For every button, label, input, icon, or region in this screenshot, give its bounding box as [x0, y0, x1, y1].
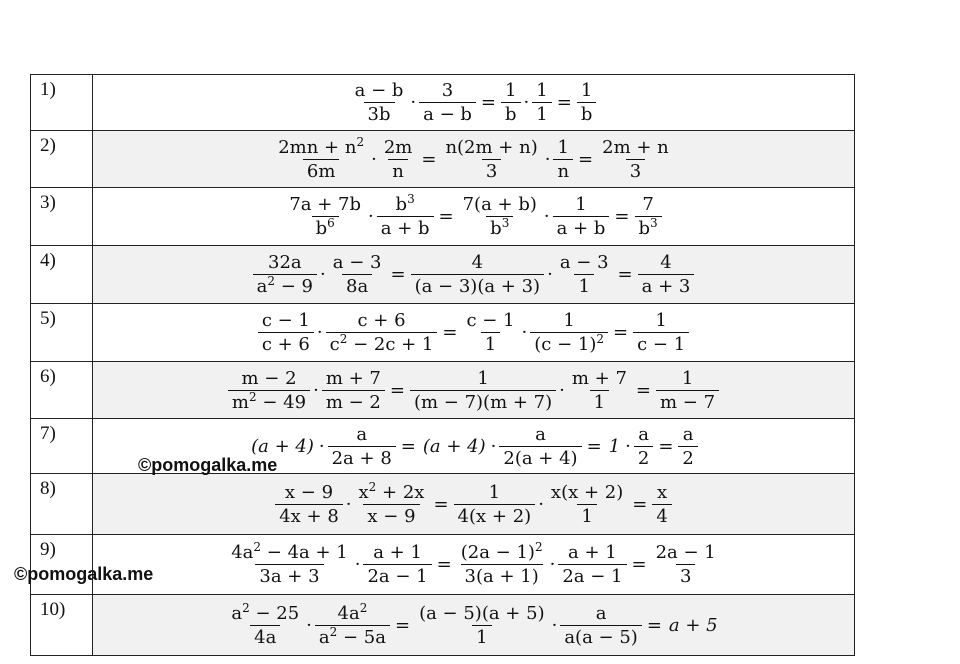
denominator: x − 9 [363, 504, 419, 527]
equation [257, 310, 690, 355]
multiply-dot: · [368, 206, 374, 227]
numerator: x − 9 [284, 481, 334, 503]
multiply-dot: · [316, 322, 323, 343]
equals-sign: = [632, 493, 648, 515]
denominator: m − 2 [322, 390, 385, 413]
numerator: a − 3 [332, 252, 382, 273]
equation-cell [93, 595, 855, 656]
denominator: 2 [678, 446, 697, 469]
equals-sign: = [438, 206, 454, 227]
row-number: 6) [31, 362, 93, 419]
row-number: 3) [31, 188, 93, 246]
numerator: 3 [441, 80, 454, 101]
denominator: 2a − 1 [558, 564, 626, 587]
equation [274, 479, 673, 527]
numerator: 2a − 1 [655, 542, 716, 563]
denominator: n [388, 159, 408, 182]
multiply-dot: · [551, 614, 558, 636]
fraction [258, 310, 314, 355]
numerator: 4 [660, 252, 672, 273]
multiply-dot: · [313, 379, 319, 401]
row-number: 5) [31, 304, 93, 362]
fraction [322, 368, 385, 413]
equation-row [31, 75, 855, 131]
fraction [253, 252, 317, 297]
multiply-dot: · [547, 264, 553, 285]
equals-sign: = [617, 264, 633, 285]
numerator: a + 1 [568, 542, 617, 563]
equals-sign: = [578, 148, 594, 170]
fraction [635, 194, 662, 239]
multiply-dot: · [549, 554, 556, 575]
equals-sign: = [421, 148, 437, 170]
numerator: 1 [655, 310, 667, 331]
numerator: $x^2 + 2x$ [358, 479, 425, 503]
fraction [652, 542, 720, 587]
numerator: a [356, 423, 368, 445]
equation [350, 80, 598, 125]
denominator: (a − 3)(a + 3) [411, 274, 545, 297]
denominator: 3b [364, 102, 395, 125]
fraction [462, 310, 518, 355]
equation-row [31, 362, 855, 419]
denominator: a − b [419, 102, 476, 125]
numerator: c − 1 [466, 310, 515, 331]
numerator: m + 7 [571, 367, 627, 389]
equation [252, 252, 696, 297]
denominator: $b^3$ [635, 216, 662, 239]
fraction [441, 137, 541, 182]
fraction [274, 134, 368, 182]
denominator: $b^3$ [486, 216, 513, 239]
denominator: 3 [676, 564, 695, 587]
numerator: 2m [383, 136, 413, 158]
numerator: m + 7 [325, 367, 381, 389]
denominator: a + b [377, 216, 434, 239]
equals-sign: = [394, 614, 411, 636]
equation-cell [93, 474, 855, 535]
denominator: 1 [532, 102, 551, 125]
denominator: 3(a + 1) [461, 564, 543, 587]
numerator: a [595, 602, 607, 624]
numerator: 1 [536, 80, 548, 101]
numerator: 1 [488, 481, 501, 503]
equals-sign: = [658, 435, 674, 457]
denominator: 2 [634, 446, 653, 469]
denominator: 1 [472, 625, 491, 648]
fraction [558, 542, 626, 587]
multiply-dot: · [345, 493, 352, 515]
fraction [638, 252, 695, 297]
row-number: 9) [31, 535, 93, 595]
watermark-left: ©pomogalka.me [14, 564, 154, 584]
equals-sign: = [389, 379, 405, 401]
multiply-dot: · [625, 435, 631, 457]
equals-sign: = [635, 379, 652, 401]
denominator: 6m [303, 159, 340, 182]
denominator: 3a + 3 [255, 564, 323, 587]
fraction [329, 252, 386, 297]
numerator: 1 [477, 367, 489, 389]
numerator: 1 [580, 80, 593, 101]
fraction [285, 194, 365, 239]
fraction [415, 603, 549, 648]
numerator: a [682, 423, 694, 445]
numerator: 2m + n [602, 136, 669, 158]
multiply-dot: · [559, 379, 565, 401]
numerator: 32a [268, 252, 302, 273]
row-number: 1) [31, 75, 93, 131]
equation-cell [93, 188, 855, 246]
equation-row [31, 595, 855, 656]
fraction [355, 479, 429, 527]
equals-sign: = [442, 322, 458, 343]
equals-sign: = [613, 322, 629, 343]
fraction [501, 80, 521, 125]
fraction [530, 310, 608, 355]
fraction [459, 194, 541, 239]
fraction [553, 137, 573, 182]
numerator: c − 1 [261, 310, 310, 331]
denominator: 1 [577, 504, 596, 527]
numerator: 1 [505, 80, 517, 101]
multiply-dot: · [538, 493, 544, 515]
numerator: a [638, 423, 649, 445]
denominator: 1 [481, 332, 500, 355]
numerator: x [656, 481, 668, 503]
numerator: 1 [681, 367, 694, 389]
denominator: $(c - 1)^2$ [530, 332, 608, 355]
numerator: $b^3$ [395, 192, 415, 215]
denominator: 3 [626, 159, 645, 182]
fraction [410, 368, 556, 413]
equals-sign: = [480, 92, 497, 113]
multiply-dot: · [523, 92, 530, 113]
fraction [634, 424, 653, 469]
equation-row [31, 131, 855, 188]
numerator: 7(a + b) [462, 194, 537, 215]
fraction [577, 80, 597, 125]
denominator: $a^2 - 9$ [253, 274, 317, 297]
equation [226, 600, 720, 648]
equation [226, 542, 721, 587]
numerator: 1 [557, 136, 569, 158]
denominator: 4(x + 2) [454, 504, 536, 527]
equals-sign: = [646, 614, 662, 636]
multiply-dot: · [320, 264, 326, 285]
expression-term: (a + 4) [422, 435, 486, 457]
denominator: n [553, 159, 573, 182]
numerator: 4 [471, 252, 484, 273]
denominator: b [501, 102, 521, 125]
fraction [499, 424, 581, 469]
fraction [652, 482, 671, 527]
denominator: a(a − 5) [560, 625, 642, 648]
multiply-dot: · [490, 435, 497, 457]
equation-row [31, 474, 855, 535]
row-number: 2) [31, 131, 93, 188]
denominator: a + b [553, 216, 610, 239]
denominator: $c^2 - 2c + 1$ [326, 332, 438, 355]
fraction [454, 482, 536, 527]
denominator: $b^6$ [312, 216, 339, 239]
fraction [633, 310, 689, 355]
denominator: c + 6 [258, 332, 314, 355]
equals-sign: = [586, 435, 602, 457]
denominator: 2(a + 4) [499, 446, 581, 469]
denominator: $a^2 - 5a$ [315, 625, 390, 648]
equation-cell [93, 131, 855, 188]
numerator: 1 [575, 194, 587, 215]
equation-cell [93, 362, 855, 419]
denominator: 4x + 8 [275, 504, 343, 527]
numerator: $a^2 - 25$ [231, 600, 300, 624]
equals-sign: = [614, 206, 630, 227]
fraction [553, 194, 610, 239]
expression-term: (a + 4) [251, 435, 314, 457]
numerator: $4a^2$ [337, 600, 368, 624]
fraction [568, 368, 631, 413]
numerator: (a − 5)(a + 5) [419, 602, 545, 624]
denominator: 2a + 8 [328, 446, 396, 469]
row-number: 4) [31, 246, 93, 304]
fraction [560, 603, 642, 648]
numerator: 7 [642, 194, 654, 215]
denominator: a + 3 [638, 274, 695, 297]
fraction [598, 137, 673, 182]
row-number: 10) [31, 595, 93, 656]
row-number: 8) [31, 474, 93, 535]
denominator: 2a − 1 [363, 564, 431, 587]
fraction [678, 424, 697, 469]
solutions-table [30, 74, 855, 656]
fraction [363, 542, 431, 587]
numerator: x(x + 2) [550, 481, 624, 503]
solutions-table-body [31, 75, 855, 656]
equation-cell [93, 246, 855, 304]
multiply-dot: · [410, 92, 417, 113]
numerator: a + 1 [373, 542, 422, 563]
equation [273, 134, 674, 182]
watermark-middle: ©pomogalka.me [138, 455, 278, 475]
equals-sign: = [390, 264, 406, 285]
fraction [411, 252, 545, 297]
numerator: 1 [563, 310, 575, 331]
numerator: $(2a - 1)^2$ [460, 540, 543, 563]
fraction [315, 600, 390, 648]
fraction [227, 542, 352, 587]
equation [248, 424, 699, 469]
fraction [275, 482, 343, 527]
fraction [228, 368, 310, 413]
equation-row [31, 304, 855, 362]
fraction [532, 80, 551, 125]
equation-row [31, 246, 855, 304]
equals-sign: = [556, 92, 572, 113]
equation-row [31, 188, 855, 246]
multiply-dot: · [521, 322, 528, 343]
multiply-dot: · [371, 148, 377, 170]
equation [284, 194, 662, 239]
numerator: 7a + 7b [289, 194, 361, 215]
denominator: 1 [590, 390, 609, 413]
expression-term: 1 [608, 435, 621, 457]
equation-row [31, 535, 855, 595]
fraction [380, 137, 417, 182]
numerator: n(2m + n) [445, 136, 538, 158]
numerator: $4a^2 - 4a + 1$ [231, 540, 348, 563]
multiply-dot: · [543, 206, 550, 227]
denominator: 8a [342, 274, 372, 297]
equation [227, 368, 720, 413]
equation-cell [93, 304, 855, 362]
multiply-dot: · [544, 148, 551, 170]
multiply-dot: · [318, 435, 325, 457]
denominator: c − 1 [633, 332, 689, 355]
fraction [656, 368, 719, 413]
denominator: 4 [652, 504, 671, 527]
fraction [377, 194, 434, 239]
multiply-dot: · [306, 614, 312, 636]
equals-sign: = [436, 554, 452, 575]
denominator: m − 7 [656, 390, 719, 413]
denominator: (m − 7)(m + 7) [410, 390, 556, 413]
fraction [326, 310, 438, 355]
numerator: a [535, 423, 546, 445]
equation-cell [93, 535, 855, 595]
denominator: 4a [250, 625, 280, 648]
equals-sign: = [400, 435, 416, 457]
denominator: 3 [482, 159, 501, 182]
multiply-dot: · [354, 554, 361, 575]
fraction [547, 482, 627, 527]
expression-term: a + 5 [668, 614, 718, 636]
denominator: b [577, 102, 597, 125]
fraction [351, 80, 408, 125]
equation-cell [93, 75, 855, 131]
equals-sign: = [631, 554, 647, 575]
numerator: m − 2 [241, 367, 297, 389]
numerator: a − b [354, 80, 404, 101]
numerator: c + 6 [357, 310, 406, 331]
denominator: $m^2 - 49$ [228, 390, 310, 413]
fraction [328, 424, 396, 469]
fraction [227, 600, 303, 648]
equals-sign: = [433, 493, 449, 515]
row-number: 7) [31, 419, 93, 474]
denominator: 1 [574, 274, 593, 297]
numerator: a − 3 [559, 252, 609, 273]
numerator: $2mn + n^2$ [278, 134, 365, 158]
fraction [457, 542, 547, 587]
fraction [556, 252, 613, 297]
fraction [419, 80, 476, 125]
